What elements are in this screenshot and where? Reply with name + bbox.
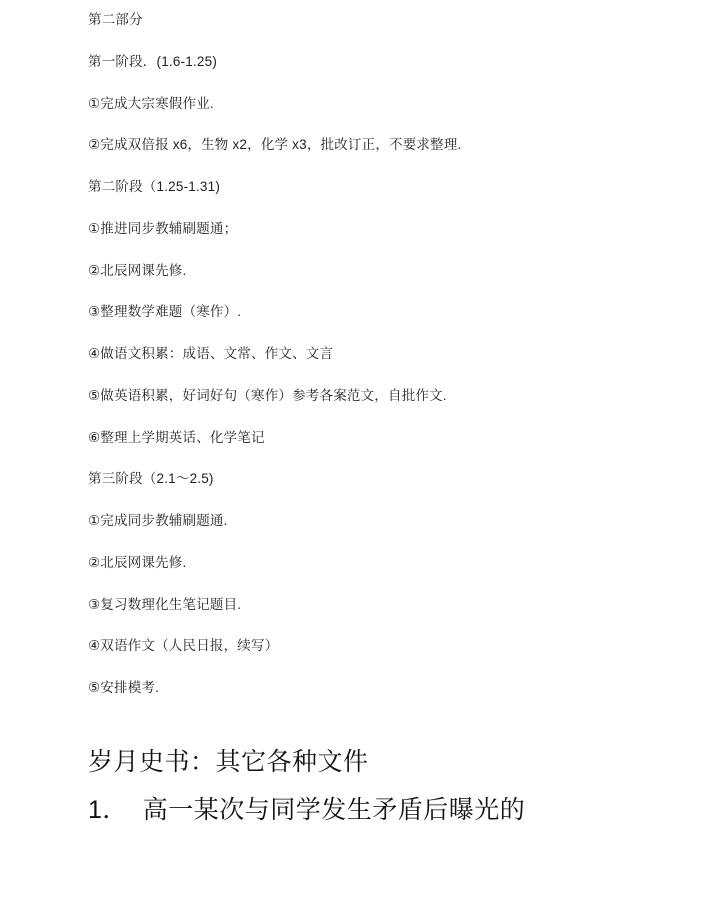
paragraph: ①推进同步教辅刷题通； — [88, 220, 238, 236]
paragraph: ⑤安排模考. — [88, 680, 160, 695]
paragraph: ④做语文积累：成语、文常、作文、文言 — [88, 346, 334, 361]
paragraph: ②北辰网课先修. — [88, 262, 187, 278]
paragraph: ①完成大宗寒假作业. — [88, 95, 214, 111]
paragraph: ②完成双倍报 x6，生物 x2，化学 x3，批改订正，不要求整理. — [88, 137, 462, 153]
section-spacer — [88, 720, 645, 746]
section-heading: 岁月史书：其它各种文件 — [88, 747, 369, 776]
paragraph: 第一阶段．(1.6-1.25) — [88, 53, 218, 69]
paragraph: 第二阶段（1.25-1.31) — [88, 179, 221, 194]
paragraph: ④双语作文（人民日报，续写） — [88, 638, 279, 654]
numbered-item-heading: 1． 高一某次与同学发生矛盾后曝光的 — [88, 795, 526, 824]
paragraph: ①完成同步教辅刷题通. — [88, 513, 228, 528]
paragraph: ⑤做英语积累，好词好句（寒作）参考各案范文，自批作文. — [88, 387, 447, 403]
paragraph: 第二部分 — [88, 12, 143, 27]
paragraph: ②北辰网课先修. — [88, 554, 187, 570]
paragraph: 第三阶段（2.1～2.5) — [88, 471, 214, 487]
paragraph: ⑥整理上学期英话、化学笔记 — [88, 429, 265, 445]
paragraph: ③复习数理化生笔记题目. — [88, 596, 242, 612]
paragraph: ③整理数学难题（寒作）. — [88, 304, 242, 320]
